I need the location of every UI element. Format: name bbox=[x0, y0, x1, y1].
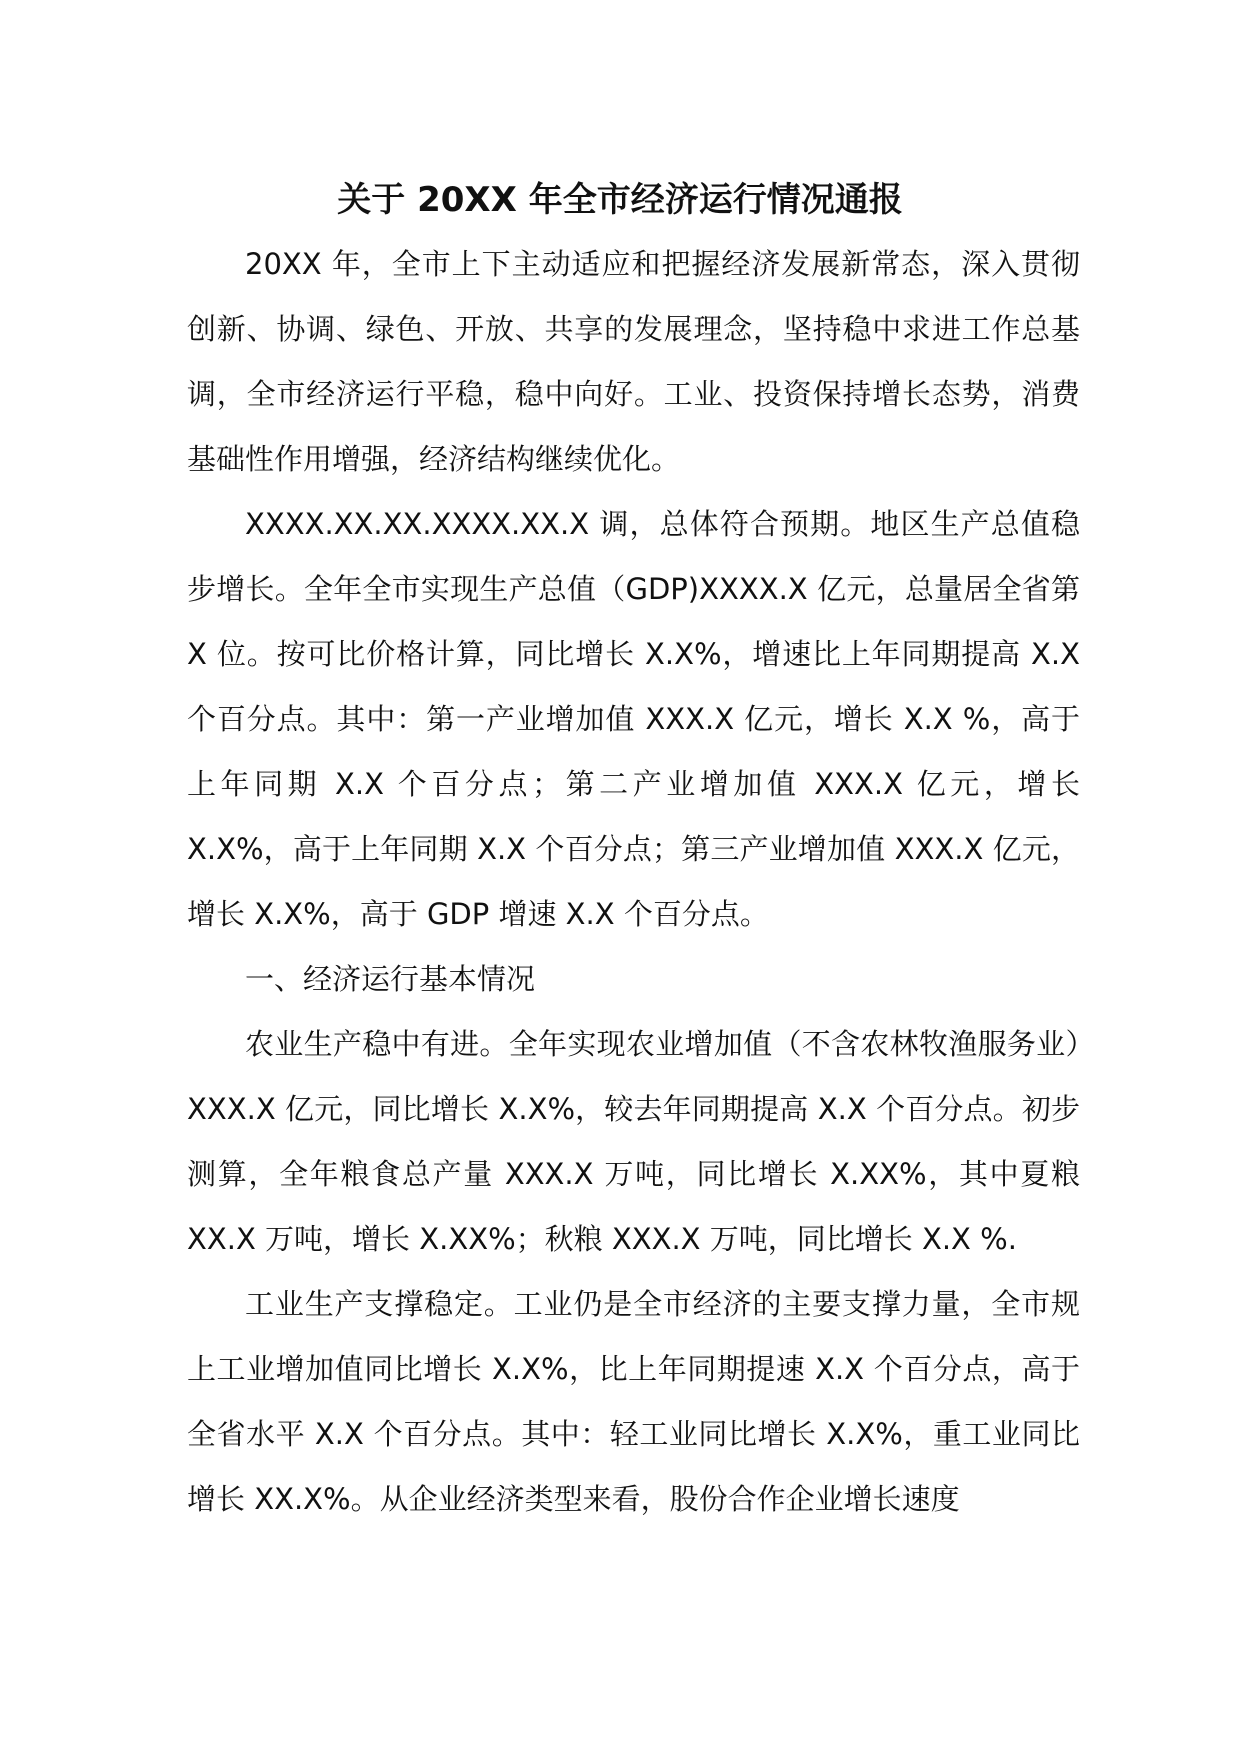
document-body bbox=[187, 232, 1080, 1532]
document-title: 关于 20XX 年全市经济运行情况通报 bbox=[337, 180, 903, 220]
paragraph-agriculture: 农业生产稳中有进。全年实现农业增加值（不含农林牧渔服务业）XXX.X 亿元，同比增长 X.X%，较去年同期提高 X.X 个百分点。初步测算，全年粮食总产量 XXX.X 万吨，同比增长 X.XX%，其中夏粮 XX.X 万吨，增长 X.XX%；秋粮 XXX.X 万吨，同比增长 X.X %. bbox=[187, 1027, 1080, 1256]
section-heading: 一、经济运行基本情况 bbox=[245, 962, 536, 996]
paragraph-industry: 工业生产支撑稳定。工业仍是全市经济的主要支撑力量，全市规上工业增加值同比增长 X.X%，比上年同期提速 X.X 个百分点，高于全省水平 X.X 个百分点。其中：轻工业同比增长 X.X%，重工业同比增长 XX.X%。从企业经济类型来看，股份合作企业增长速度 bbox=[187, 1287, 1080, 1516]
paragraph-overview: 20XX 年，全市上下主动适应和把握经济发展新常态，深入贯彻创新、协调、绿色、开放、共享的发展理念，坚持稳中求进工作总基调，全市经济运行平稳，稳中向好。工业、投资保持增长态势，消费基础性作用增强，经济结构继续优化。 bbox=[187, 247, 1080, 476]
paragraph-gdp: XXXX.XX.XX.XXXX.XX.X 调，总体符合预期。地区生产总值稳步增长。全年全市实现生产总值（GDP)XXXX.X 亿元，总量居全省第 X 位。按可比价格计算，同比增长 X.X%，增速比上年同期提高 X.X 个百分点。其中：第一产业增加值 XXX.X 亿元，增长 X.X %，高于上年同期 X.X 个百分点；第二产业增加值 XXX.X 亿元，增长 X.X%，高于上年同期 X.X 个百分点；第三产业增加值 XXX.X 亿元，增长 X.X%，高于 GDP 增速 X.X 个百分点。 bbox=[187, 507, 1080, 931]
